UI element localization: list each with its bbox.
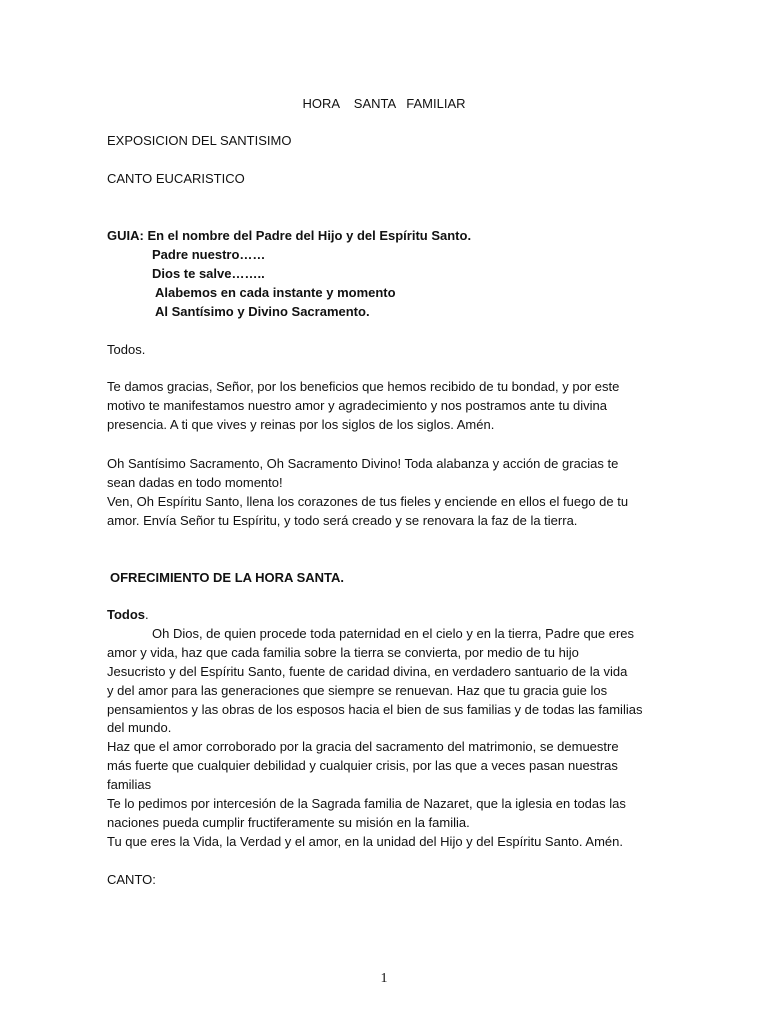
paragraph-line: Jesucristo y del Espíritu Santo, fuente de caridad divina, en verdadero santuario de la vida <box>107 664 628 679</box>
todos-label: Todos. <box>107 342 146 357</box>
paragraph-line: pensamientos y las obras de los esposos hacia el bien de sus familias y de todas las familias <box>107 702 643 717</box>
paragraph-line: naciones pueda cumplir fructiferamente su misión en la familia. <box>107 815 470 830</box>
heading-canto-eucaristico: CANTO EUCARISTICO <box>107 171 245 186</box>
guia-line: Dios te salve…….. <box>152 266 265 281</box>
paragraph-line: motivo te manifestamos nuestro amor y agradecimiento y nos postramos ante tu divina <box>107 398 608 413</box>
guia-line: Alabemos en cada instante y momento <box>155 285 396 300</box>
paragraph-line: Oh Santísimo Sacramento, Oh Sacramento Divino! Toda alabanza y acción de gracias te <box>107 456 619 471</box>
paragraph-line: Te damos gracias, Señor, por los beneficios que hemos recibido de tu bondad, y por este <box>107 379 620 394</box>
todos-label <box>107 605 149 624</box>
paragraph-line: amor. Envía Señor tu Espíritu, y todo será creado y se renovara la faz de la tierra. <box>107 513 578 528</box>
heading-exposicion: EXPOSICION DEL SANTISIMO <box>107 133 292 148</box>
paragraph-line: Ven, Oh Espíritu Santo, llena los corazones de tus fieles y enciende en ellos el fuego de tu <box>107 494 629 509</box>
heading-ofrecimiento: OFRECIMIENTO DE LA HORA SANTA. <box>110 570 344 585</box>
paragraph-line: Te lo pedimos por intercesión de la Sagrada familia de Nazaret, que la iglesia en todas las <box>107 796 626 811</box>
paragraph-line: presencia. A ti que vives y reinas por los siglos de los siglos. Amén. <box>107 417 495 432</box>
paragraph-line: del mundo. <box>107 720 172 735</box>
paragraph-line: Oh Dios, de quien procede toda paternidad en el cielo y en la tierra, Padre que eres <box>152 626 635 641</box>
guia-line: Padre nuestro…… <box>152 247 266 262</box>
paragraph-line: Tu que eres la Vida, la Verdad y el amor, en la unidad del Hijo y del Espíritu Santo. Amén. <box>107 834 623 849</box>
guia-line: GUIA: En el nombre del Padre del Hijo y del Espíritu Santo. <box>107 228 472 243</box>
paragraph-line: sean dadas en todo momento! <box>107 475 283 490</box>
heading-canto: CANTO: <box>107 872 156 887</box>
paragraph-line: familias <box>107 777 152 792</box>
document-title: HORA SANTA FAMILIAR <box>302 96 466 111</box>
guia-line: Al Santísimo y Divino Sacramento. <box>155 304 370 319</box>
paragraph-line: más fuerte que cualquier debilidad y cualquier crisis, por las que a veces pasan nuestras <box>107 758 618 773</box>
todos-punct: . <box>145 607 149 622</box>
paragraph-line: y del amor para las generaciones que siempre se renuevan. Haz que tu gracia guie los <box>107 683 608 698</box>
page-number: 1 <box>380 971 388 986</box>
todos-bold: Todos <box>107 607 146 622</box>
paragraph-line: amor y vida, haz que cada familia sobre la tierra se convierta, por medio de tu hijo <box>107 645 579 660</box>
paragraph-line: Haz que el amor corroborado por la gracia del sacramento del matrimonio, se demuestre <box>107 739 619 754</box>
